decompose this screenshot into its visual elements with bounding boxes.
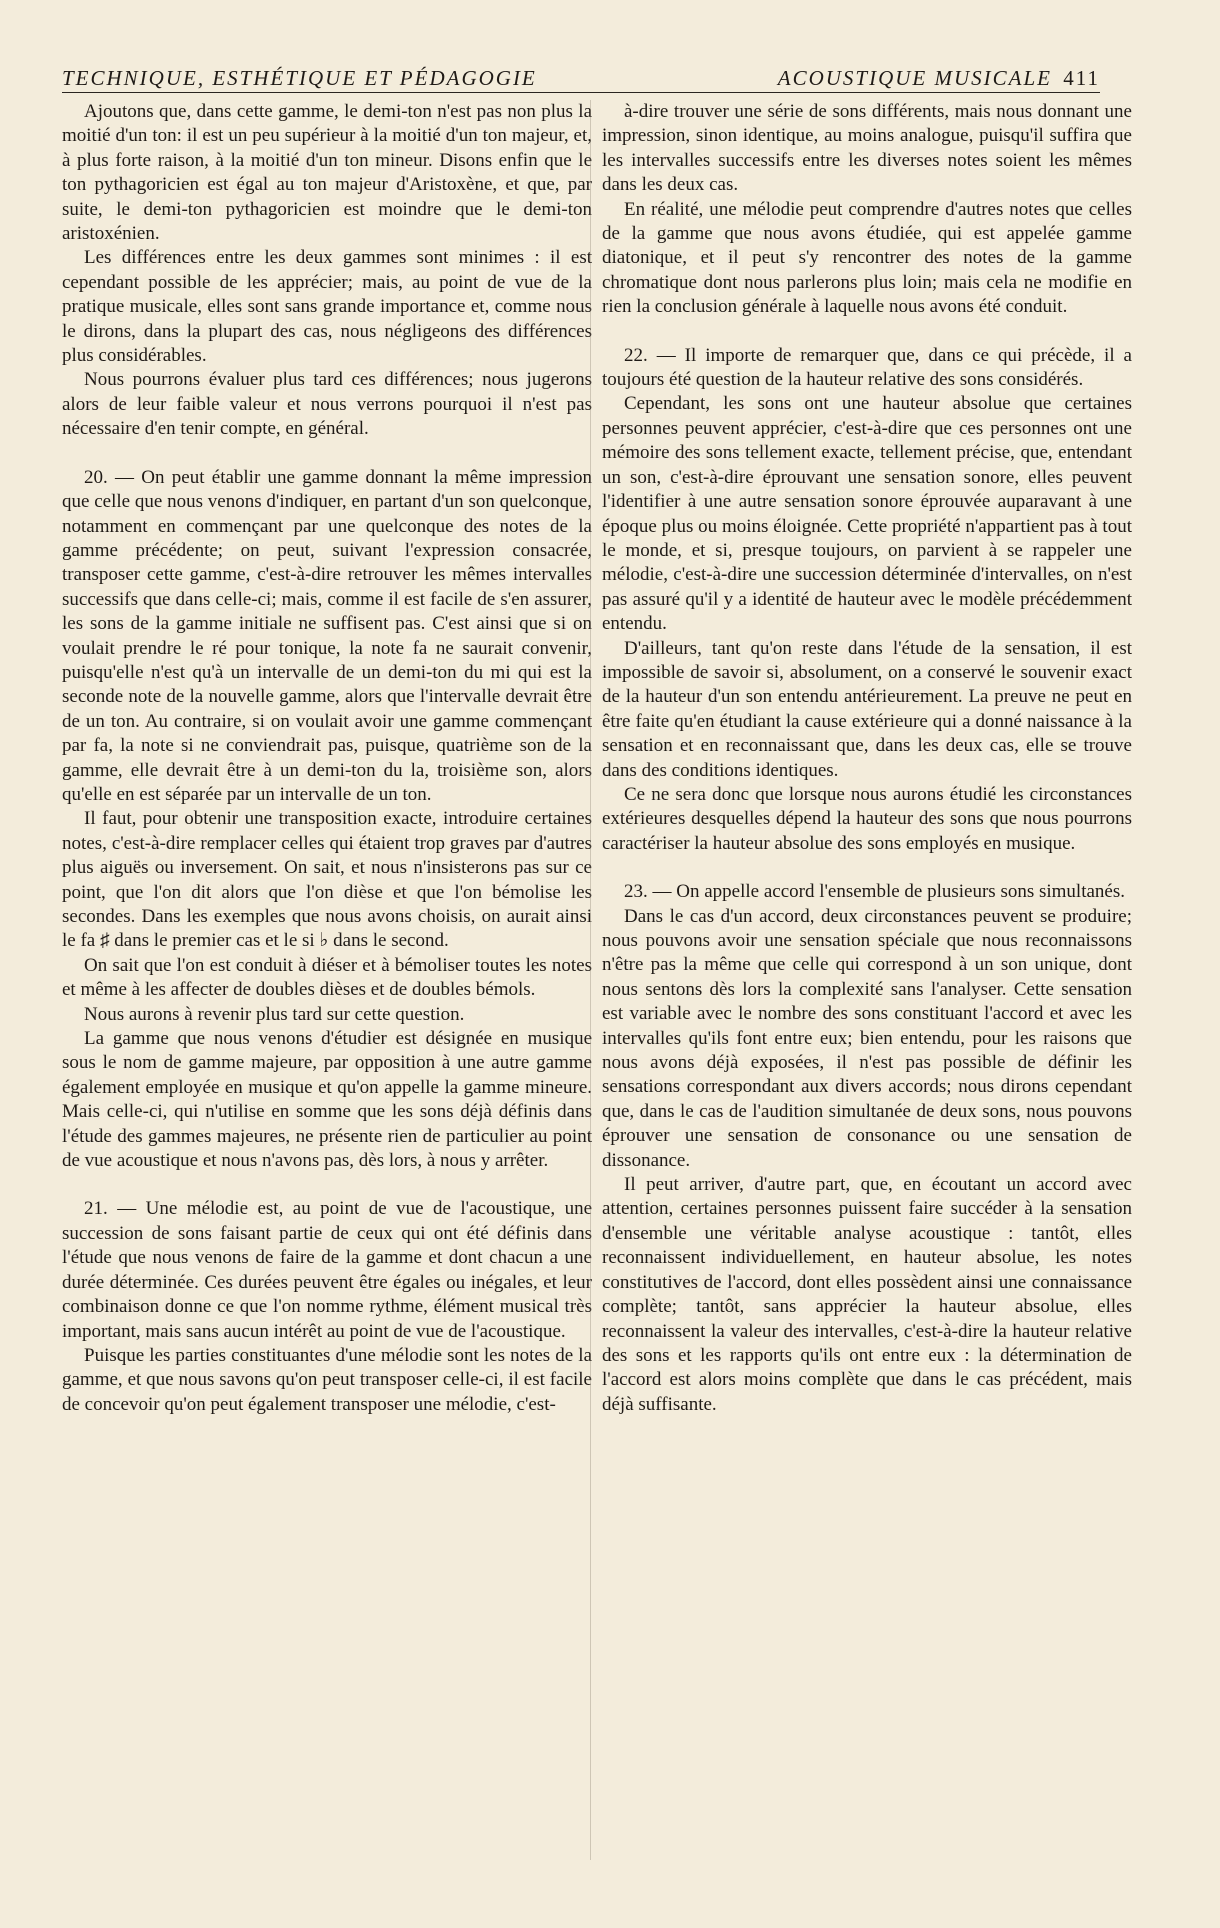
paragraph: En réalité, une mélodie peut comprendre d'autres notes que celles de la gamme que nous avons étudiée, qui est appelée gamme diatonique, et il peut s'y rencontrer des notes de la gamme chromatique dont nous parlerons plus loin; mais cela ne modifie en rien la conclusion générale à laquelle nous avons été conduit. bbox=[602, 198, 1132, 318]
right-column bbox=[602, 100, 1132, 1417]
running-header bbox=[62, 66, 1100, 93]
section-20-paragraph: 20. — On peut établir une gamme donnant la même impression que celle que nous venons d'indiquer, en partant d'un son quelconque, notamment en commençant par une quelconque des notes de la gamme précédente; on peut, suivant l'expression consacrée, transposer cette gamme, c'est-à-dire retrouver les mêmes intervalles successifs que dans celle-ci; mais, comme il est facile de s'en assurer, les sons de la gamme initiale ne suffisent pas. C'est ainsi que si on voulait prendre le ré pour tonique, la note fa ne saurait convenir, puisqu'elle n'est qu'à un intervalle de un demi-ton du mi qui est la seconde note de la nouvelle gamme, alors que l'intervalle devrait être de un ton. Au contraire, si on voulait avoir une gamme commençant par fa, la note si ne conviendrait pas, puisque, quatrième son de la gamme, elle devrait être à un demi-ton du la, troisième son, alors qu'elle en est séparée par un intervalle de un ton. bbox=[62, 466, 592, 805]
left-column bbox=[62, 100, 592, 1417]
paragraph: Nous aurons à revenir plus tard sur cette question. bbox=[84, 1003, 465, 1025]
section-21-paragraph: 21. — Une mélodie est, au point de vue de l'acoustique, une succession de sons faisant partie de ceux qui ont été définis dans l'étude que nous venons de faire de la gamme et dont chacun a une durée déterminée. Ces durées peuvent être égales ou inégales, et leur combinaison donne ce que l'on nomme rythme, élément musical très important, mais sans aucun intérêt au point de vue de l'acoustique. bbox=[62, 1198, 592, 1342]
paragraph: On sait que l'on est conduit à diéser et à bémoliser toutes les notes et même à les affecter de doubles dièses et de doubles bémols. bbox=[62, 954, 592, 1001]
paragraph: Cependant, les sons ont une hauteur absolue que certaines personnes peuvent apprécier, c'est-à-dire que ces personnes ont une mémoire des sons tellement exacte, tellement précise, que, entendant un son, c'est-à-dire éprouvant une sensation sonore, elles peuvent l'identifier à une autre sensation sonore éprouvée auparavant à une époque plus ou moins éloignée. Cette propriété n'appartient pas à tout le monde, et si, presque toujours, on parvient à se rappeler une mélodie, c'est-à-dire une succession déterminée d'intervalles, on n'est pas assuré qu'il y a identité de hauteur avec le modèle précédemment entendu. bbox=[602, 393, 1132, 635]
column-divider bbox=[590, 100, 591, 1860]
page-number: 411 bbox=[1063, 66, 1100, 90]
header-right-title: ACOUSTIQUE MUSICALE bbox=[777, 66, 1052, 90]
paragraph: Il peut arriver, d'autre part, que, en écoutant un accord avec attention, certaines personnes puissent faire succéder à la sensation d'ensemble une véritable analyse acoustique : tantôt, elles reconnaissent individuellement, en hauteur absolue, les notes constitutives de l'accord, dont elles possèdent ainsi une connaissance complète; tantôt, sans apprécier la hauteur absolue, elles reconnaissent la valeur des intervalles, c'est-à-dire la hauteur relative des sons et les rapports qu'ils ont entre eux : la détermination de l'accord est alors moins complète que dans le cas précédent, mais déjà suffisante. bbox=[602, 1174, 1132, 1415]
section-22-paragraph: 22. — Il importe de remarquer que, dans ce qui précède, il a toujours été question de la hauteur relative des sons considérés. bbox=[602, 344, 1132, 391]
section-23-paragraph: 23. — On appelle accord l'ensemble de plusieurs sons simultanés. bbox=[624, 881, 1126, 903]
paragraph: D'ailleurs, tant qu'on reste dans l'étude de la sensation, il est impossible de savoir si, absolument, on a conservé le souvenir exact de la hauteur d'un son entendu antérieurement. La preuve ne peut en être faite qu'en étudiant la cause extérieure qui a donné naissance à la sensation et en reconnaissant que, dans les deux cas, elle se trouve dans des conditions identiques. bbox=[602, 637, 1132, 781]
paragraph: Nous pourrons évaluer plus tard ces différences; nous jugerons alors de leur faible valeur et nous verrons pourquoi il n'est pas nécessaire d'en tenir compte, en général. bbox=[62, 369, 592, 440]
paragraph: La gamme que nous venons d'étudier est désignée en musique sous le nom de gamme majeure, par opposition à une autre gamme également employée en musique et qu'on appelle la gamme mineure. Mais celle-ci, qui n'utilise en somme que les sons déjà définis dans l'étude des gammes majeures, ne présente rien de particulier au point de vue acoustique et nous n'avons pas, dès lors, à nous y arrêter. bbox=[62, 1028, 592, 1172]
header-left-title: TECHNIQUE, ESTHÉTIQUE ET PÉDAGOGIE bbox=[62, 66, 537, 90]
paragraph: Ce ne sera donc que lorsque nous aurons étudié les circonstances extérieures desquelles dépend la hauteur des sons que nous pourrons caractériser la hauteur absolue des sons employés en musique. bbox=[602, 783, 1132, 854]
paragraph: à-dire trouver une série de sons différents, mais nous donnant une impression, sinon identique, au moins analogue, puisqu'il suffira que les intervalles successifs entre les diverses notes soient les mêmes dans les deux cas. bbox=[602, 101, 1132, 196]
paragraph: Ajoutons que, dans cette gamme, le demi-ton n'est pas non plus la moitié d'un ton: il est un peu supérieur à la moitié d'un ton majeur, et, à plus forte raison, à la moitié d'un ton mineur. Disons enfin que le ton pythagoricien est égal au ton majeur d'Aristoxène, et que, par suite, le demi-ton pythagoricien est moindre que le demi-ton aristoxénien. bbox=[62, 101, 592, 245]
paragraph: Puisque les parties constituantes d'une mélodie sont les notes de la gamme, et que nous savons qu'on peut transposer celle-ci, il est facile de concevoir qu'on peut également transposer une mélodie, c'est- bbox=[62, 1344, 592, 1415]
paragraph: Les différences entre les deux gammes sont minimes : il est cependant possible de les apprécier; mais, au point de vue de la pratique musicale, elles sont sans grande importance et, comme nous le dirons, dans la plupart des cas, nous négligeons des différences plus considérables. bbox=[62, 247, 592, 367]
paragraph: Il faut, pour obtenir une transposition exacte, introduire certaines notes, c'est-à-dire remplacer celles qui étaient trop graves par d'autres plus aiguës ou inversement. On sait, et nous n'insisterons pas sur ce point, que l'on dit alors que l'on dièse et que l'on bémolise les secondes. Dans les exemples que nous avons choisis, on aurait ainsi le fa ♯ dans le premier cas et le si ♭ dans le second. bbox=[62, 808, 592, 952]
paragraph: Dans le cas d'un accord, deux circonstances peuvent se produire; nous pouvons avoir une sensation spéciale que nous reconnaissons n'être pas la même que celle qui correspond à un son unique, dont nous sentons dès lors la complexité sans l'analyser. Cette sensation est variable avec le nombre des sons constituant l'accord et avec les intervalles qu'ils font entre eux; bien entendu, pour les raisons que nous avons déjà exposées, il n'est pas possible de définir les sensations correspondant aux divers accords; nous dirons cependant que, dans le cas de l'audition simultanée de deux sons, nous pouvons éprouver une sensation de consonance ou une sensation de dissonance. bbox=[602, 905, 1132, 1171]
